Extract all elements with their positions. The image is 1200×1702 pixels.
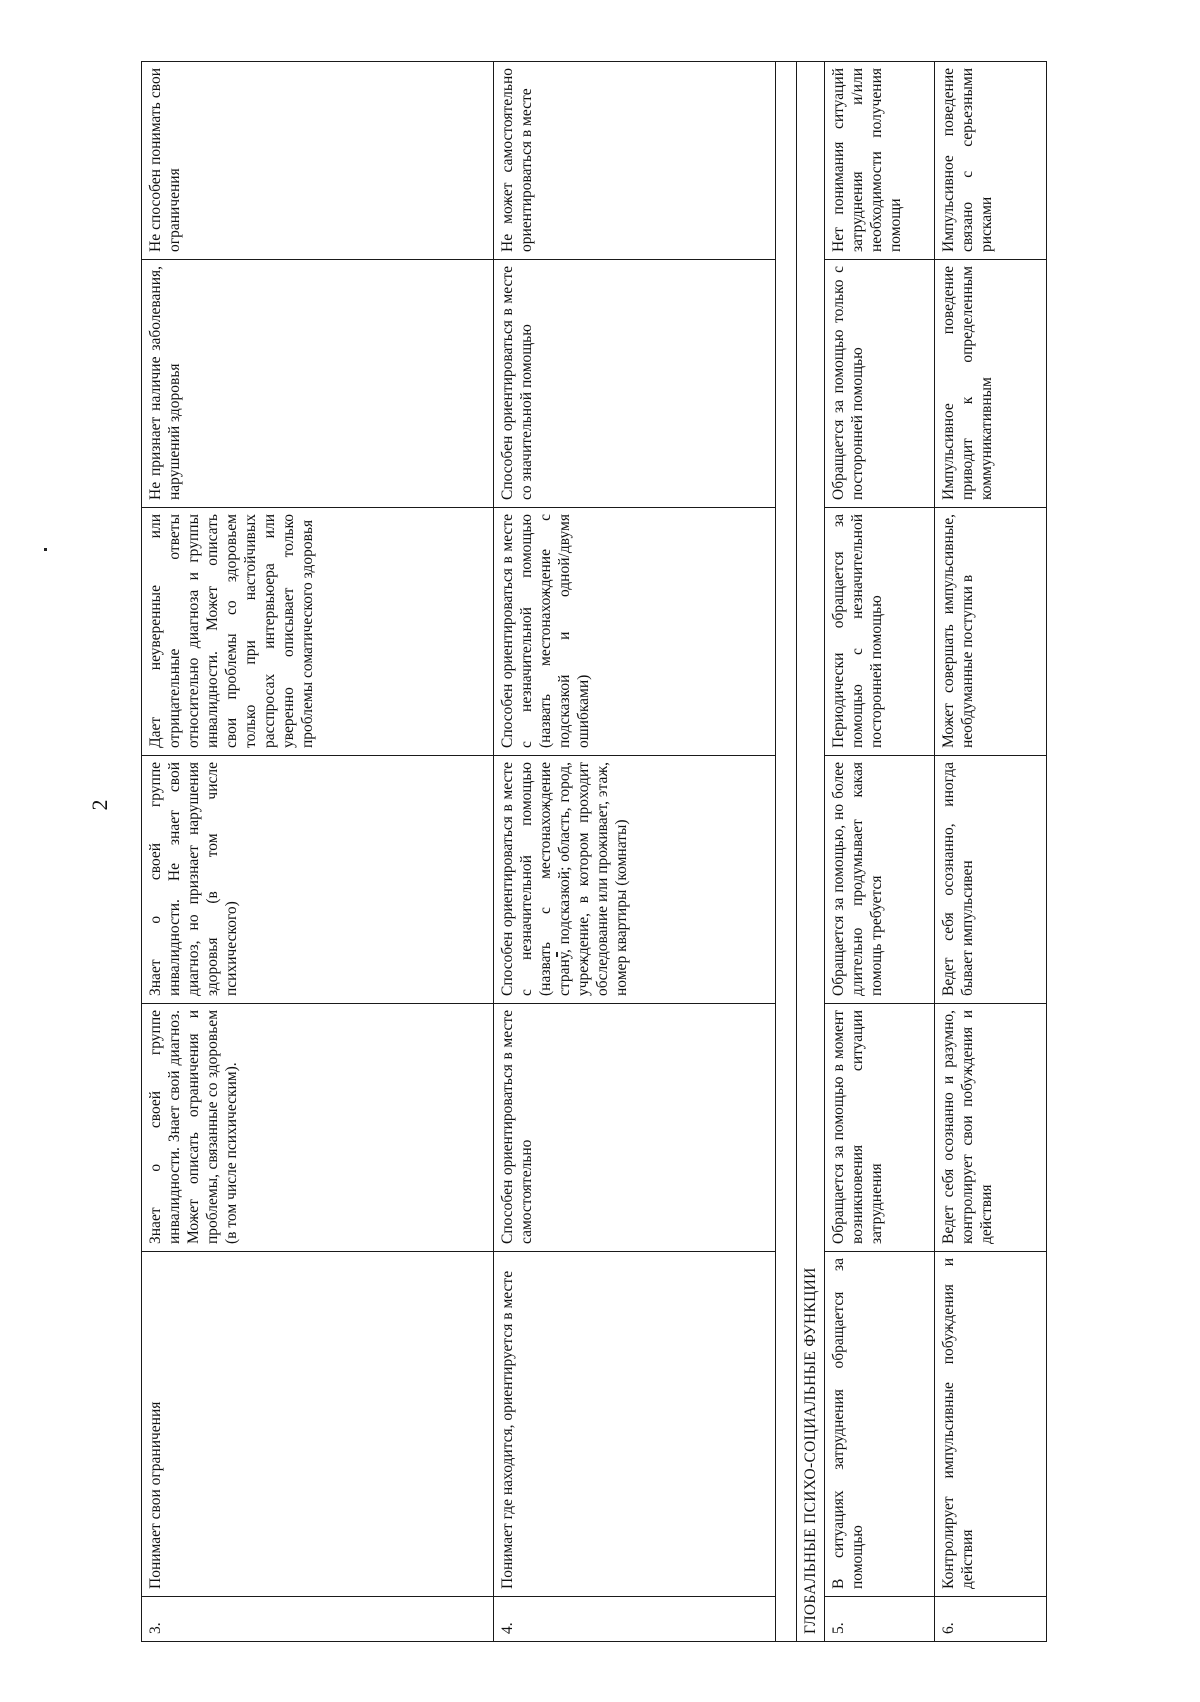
spacer-cell bbox=[776, 62, 797, 1642]
row-number: 4. bbox=[494, 1597, 776, 1642]
row-number: 5. bbox=[825, 1597, 935, 1642]
spacer-row bbox=[776, 62, 797, 1642]
criterion-cell: Контролирует импульсивные побуждения и действия bbox=[935, 1252, 1047, 1597]
scan-speck bbox=[44, 548, 47, 551]
assessment-table bbox=[141, 61, 1047, 1642]
level-cell: Импульсивное поведение связано с серьезными рисками bbox=[935, 62, 1047, 260]
level-cell: Не признает наличие заболевания, нарушений здоровья bbox=[142, 260, 494, 508]
level-cell: Знает о своей группе инвалидности. Не знает свой диагноз, но признает нарушения здоровья (в том числе психического) bbox=[142, 756, 494, 1004]
level-cell: Способен ориентироваться в месте самостоятельно bbox=[494, 1004, 776, 1252]
section-title: ГЛОБАЛЬНЫЕ ПСИХО-СОЦИАЛЬНЫЕ ФУНКЦИИ bbox=[797, 62, 825, 1642]
criterion-cell: Понимает где находится, ориентируется в месте bbox=[494, 1252, 776, 1597]
page-number: 2 bbox=[87, 799, 112, 811]
table-row bbox=[825, 62, 935, 1642]
level-cell: Знает о своей группе инвалидности. Знает свой диагноз. Может описать ограничения и проблемы, связанные со здоровьем (в том числе психическим). bbox=[142, 1004, 494, 1252]
level-cell: Способен ориентироваться в месте со значительной помощью bbox=[494, 260, 776, 508]
level-cell: Обращается за помощью в момент возникновения ситуации затруднения bbox=[825, 1004, 935, 1252]
level-cell: Ведет себя осознанно, иногда бывает импульсивен bbox=[935, 756, 1047, 1004]
level-cell: Дает неуверенные или отрицательные ответы относительно диагноза и группы инвалидности. Может описать свои проблемы со здоровьем только при настойчивых расспросах интервьюера или уверенно описывает только проблемы соматического здоровья bbox=[142, 508, 494, 756]
level-cell: Обращается за помощью, но более длительно продумывает какая помощь требуется bbox=[825, 756, 935, 1004]
level-cell: Не способен понимать свои ограничения bbox=[142, 62, 494, 260]
table-row bbox=[935, 62, 1047, 1642]
section-header-row bbox=[797, 62, 825, 1642]
criterion-cell: В ситуациях затруднения обращается за помощью bbox=[825, 1252, 935, 1597]
level-cell: Ведет себя осознанно и разумно, контролирует свои побуждения и действия bbox=[935, 1004, 1047, 1252]
level-cell: Способен ориентироваться в месте с незначительной помощью (назвать местонахождение с подсказкой и одной/двумя ошибками) bbox=[494, 508, 776, 756]
level-cell: Периодически обращается за помощью с незначительной посторонней помощью bbox=[825, 508, 935, 756]
table-row bbox=[494, 62, 776, 1642]
row-number: 3. bbox=[142, 1597, 494, 1642]
level-cell: Импульсивное поведение приводит к определенным коммуникативным bbox=[935, 260, 1047, 508]
level-cell: Может совершать импульсивные, необдуманные поступки в bbox=[935, 508, 1047, 756]
table-row bbox=[142, 62, 494, 1642]
row-number: 6. bbox=[935, 1597, 1047, 1642]
level-cell: Обращается за помощью только с посторонней помощью bbox=[825, 260, 935, 508]
assessment-table-wrapper bbox=[141, 62, 1081, 1642]
level-cell: Способен ориентироваться в месте с незначительной помощью (назвать с местонахождение страну, подсказкой; область, город, учреждение, в котором проходит обследование или проживает, этаж, номер квартиры (комнаты) bbox=[494, 756, 776, 1004]
criterion-cell: Понимает свои ограничения bbox=[142, 1252, 494, 1597]
level-cell: Не может самостоятельно ориентироваться в месте bbox=[494, 62, 776, 260]
level-cell: Нет понимания ситуаций затруднения и/или необходимости получения помощи bbox=[825, 62, 935, 260]
